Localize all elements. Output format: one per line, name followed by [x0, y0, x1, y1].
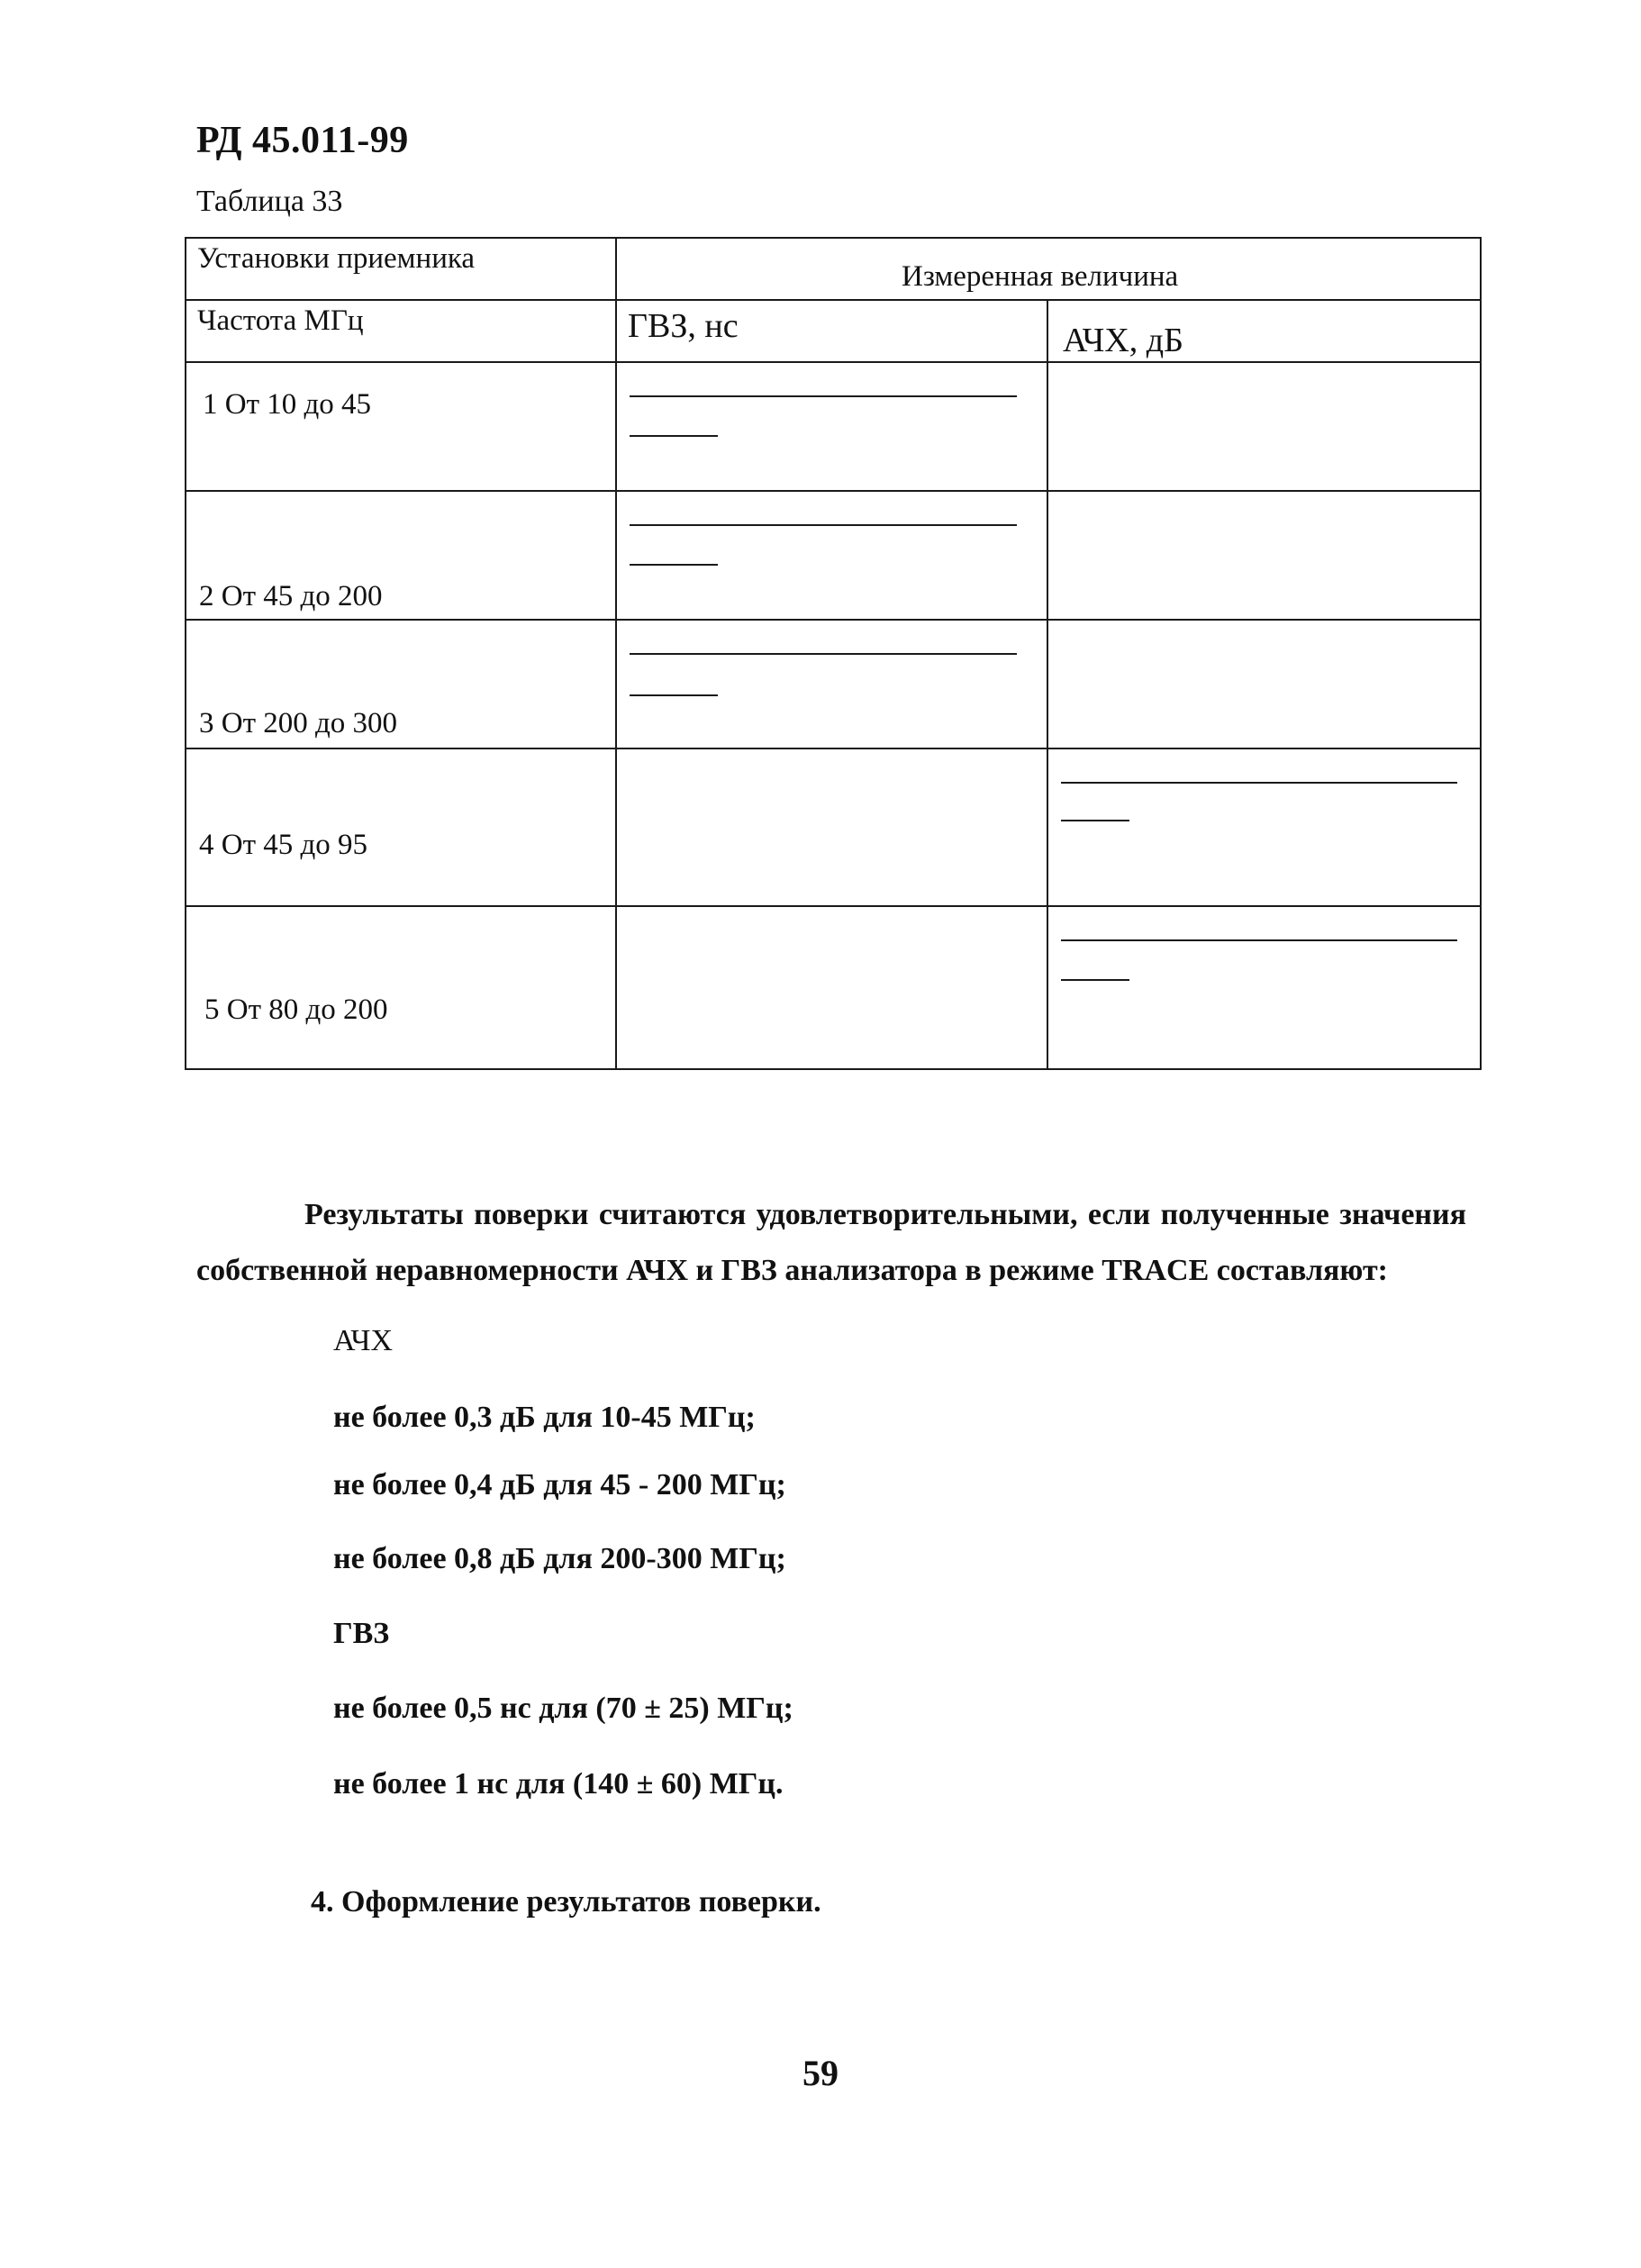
header-measured-value: Измеренная величина	[902, 260, 1179, 293]
achx-title: АЧХ	[333, 1324, 394, 1357]
blank-line	[1061, 782, 1457, 784]
table-row-5-label-cell	[185, 905, 617, 1070]
table-row-3-achx-cell	[1047, 619, 1482, 749]
blank-line-short	[1061, 979, 1129, 981]
table-row-label: 3 От 200 до 300	[199, 707, 398, 739]
blank-line	[1061, 939, 1457, 941]
blank-line	[630, 653, 1017, 655]
table-row-2-achx-cell	[1047, 490, 1482, 621]
blank-line-short	[630, 435, 718, 437]
blank-line-short	[630, 564, 718, 566]
section-heading: 4. Оформление результатов поверки.	[311, 1885, 821, 1919]
table-row-3-label-cell	[185, 619, 617, 749]
header-frequency: Частота МГц	[197, 304, 364, 337]
table-row-1-achx-cell	[1047, 361, 1482, 492]
table-row-1-gvz-cell	[615, 361, 1048, 492]
table-row-4-achx-cell	[1047, 748, 1482, 907]
header-receiver-settings: Установки приемника	[197, 242, 476, 275]
table-row-2-label-cell	[185, 490, 617, 621]
table-row-4-gvz-cell	[615, 748, 1048, 907]
gvz-line-1: не более 0,5 нс для (70 ± 25) МГц;	[333, 1692, 793, 1725]
table-row-label: 5 От 80 до 200	[204, 993, 388, 1026]
header-gvz: ГВЗ, нс	[628, 307, 739, 345]
table-row-label: 2 От 45 до 200	[199, 580, 383, 612]
table-caption: Таблица 33	[196, 185, 343, 218]
table-row-label: 1 От 10 до 45	[203, 388, 372, 421]
document-code: РД 45.011-99	[196, 120, 409, 161]
gvz-line-2: не более 1 нс для (140 ± 60) МГц.	[333, 1767, 784, 1801]
achx-line-1: не более 0,3 дБ для 10-45 МГц;	[333, 1401, 756, 1434]
gvz-title: ГВЗ	[333, 1617, 390, 1650]
header-cell-measured-value	[615, 237, 1482, 301]
blank-line-short	[630, 694, 718, 696]
blank-line	[630, 524, 1017, 526]
header-cell-gvz	[615, 299, 1048, 363]
achx-line-3: не более 0,8 дБ для 200-300 МГц;	[333, 1542, 786, 1575]
page-number: 59	[802, 2053, 839, 2093]
results-paragraph	[196, 1187, 1466, 1299]
table-row-label: 4 От 45 до 95	[199, 829, 368, 861]
blank-line	[630, 395, 1017, 397]
table-row-5-gvz-cell	[615, 905, 1048, 1070]
table-row-4-label-cell	[185, 748, 617, 907]
table-row-2-gvz-cell	[615, 490, 1048, 621]
results-paragraph-text: Результаты поверки считаются удовлетворительными, если полученные значения собственной неравномерности АЧХ и ГВЗ анализатора в режиме TRACE составляют:	[196, 1198, 1466, 1287]
table-33	[185, 237, 1482, 1070]
header-achx: АЧХ, дБ	[1063, 322, 1183, 359]
table-row-5-achx-cell	[1047, 905, 1482, 1070]
blank-line-short	[1061, 820, 1129, 821]
header-cell-achx	[1047, 299, 1482, 363]
table-row-3-gvz-cell	[615, 619, 1048, 749]
header-cell-receiver-settings	[185, 237, 617, 301]
table-row-1-label-cell	[185, 361, 617, 492]
header-cell-frequency	[185, 299, 617, 363]
achx-line-2: не более 0,4 дБ для 45 - 200 МГц;	[333, 1468, 786, 1501]
